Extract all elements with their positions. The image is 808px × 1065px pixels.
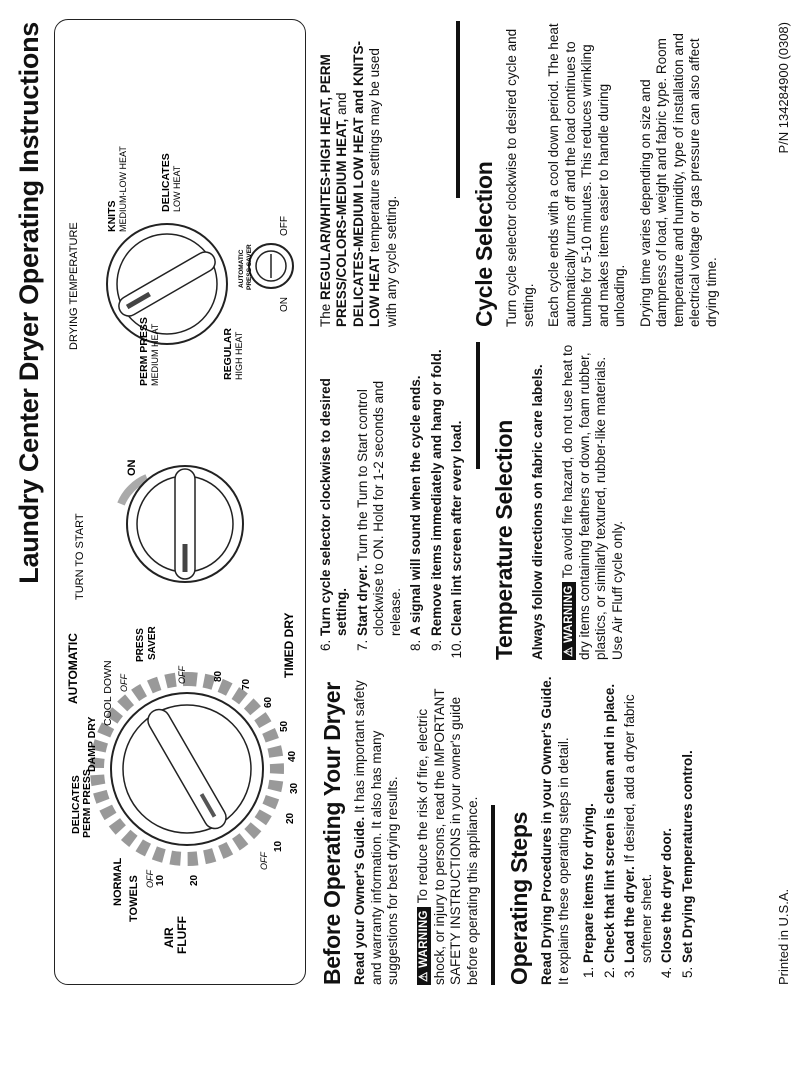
turn-to-start-on: ON — [126, 459, 138, 476]
steps-list-1 — [581, 675, 696, 985]
column-2 — [318, 342, 635, 660]
cycle-selection-heading: Cycle Selection — [471, 161, 498, 327]
warning-icon: ⚠ — [418, 967, 431, 982]
temp-intro-e: temperature settings may be used with any cycle setting. — [367, 48, 399, 327]
warning-1-badge — [417, 907, 431, 985]
operating-steps-intro — [539, 675, 572, 985]
section-rule — [456, 21, 460, 198]
temp-option-delicates: DELICATES — [160, 153, 172, 212]
step-9 — [429, 342, 445, 636]
step-8 — [408, 342, 424, 636]
step-6 — [318, 342, 351, 636]
temp-option-perm-press-sub: MEDIUM HEAT — [150, 323, 160, 386]
before-operating-heading: Before Operating Your Dryer — [319, 682, 345, 985]
cycle-label-timed-dry: TIMED DRY — [282, 612, 296, 678]
cycle-tick-timed-70: 70 — [241, 678, 252, 690]
step-3-lead: Load the dryer. — [622, 866, 638, 963]
press-saver-line1: AUTOMATIC — [238, 249, 245, 288]
cycle-label-damp-dry: DAMP DRY — [86, 716, 98, 772]
steps-list-2 — [318, 342, 466, 660]
step-2-text: Check that lint screen is clean and in place. — [601, 683, 617, 963]
step-3 — [622, 675, 655, 963]
temperature-selection-lead — [530, 342, 546, 660]
cycle-off-1: OFF — [145, 870, 155, 888]
step-7-lead: Start dryer. — [354, 564, 370, 636]
step-4-text: Close the dryer door. — [659, 827, 675, 963]
press-saver-knob — [238, 216, 293, 312]
warning-2-badge-text: WARNING — [563, 585, 576, 643]
press-saver-off: OFF — [279, 216, 290, 236]
temperature-lead-text: Always follow directions on fabric care labels. — [529, 364, 545, 660]
drying-temperature-heading: DRYING TEMPERATURE — [68, 222, 80, 350]
step-10 — [449, 342, 465, 636]
page-title: Laundry Center Dryer Operating Instructions — [14, 22, 44, 584]
step-1-text: Prepare items for drying. — [581, 803, 597, 963]
step-1 — [581, 675, 597, 963]
warning-1-badge-text: WARNING — [418, 910, 431, 968]
temperature-selection-heading: Temperature Selection — [490, 420, 517, 660]
cycle-tick-timed-80: 80 — [213, 670, 224, 682]
warning-2 — [560, 342, 626, 660]
cycle-selector-dial — [66, 612, 300, 954]
column-3 — [318, 21, 729, 327]
operating-steps-lead: Read Drying Procedures in your Owner's Guide. — [539, 676, 555, 985]
step-3-body: If desired, add a dryer fabric softener sheet. — [622, 694, 654, 963]
cycle-label-cool-down: COOL DOWN — [102, 660, 114, 726]
warning-1 — [415, 675, 481, 985]
cycle-label-normal: NORMAL — [112, 857, 124, 906]
step-7 — [355, 342, 404, 636]
temp-option-knits-sub: MEDIUM-LOW HEAT — [118, 146, 128, 232]
temp-option-regular-sub: HIGH HEAT — [234, 331, 244, 380]
press-saver-on: ON — [279, 297, 290, 312]
section-rule — [491, 805, 495, 985]
temp-intro-b: REGULAR/WHITES-HIGH HEAT, PERM PRESS/COLORS-MEDIUM HEAT, — [318, 54, 350, 327]
temp-option-regular: REGULAR — [222, 328, 234, 380]
cycle-tick-air-20: 20 — [189, 874, 200, 886]
cycle-label-perm-press: PERM PRESS — [81, 769, 93, 838]
cycle-off-4: OFF — [177, 666, 187, 684]
step-10-text: Clean lint screen after every load. — [449, 420, 465, 636]
warning-icon: ⚠ — [563, 642, 576, 657]
temp-intro-a: The — [318, 299, 333, 327]
cycle-label-air: AIR — [162, 927, 176, 948]
cycle-tick-timed-30: 30 — [289, 782, 300, 794]
before-operating-body: It has important safety and warranty information. It also has many suggestions for best drying results. — [352, 680, 400, 985]
drying-temperature-dial — [68, 146, 244, 386]
printed-in-usa: Printed in U.S.A. — [776, 888, 791, 985]
cycle-label-delicates: DELICATES — [70, 775, 82, 834]
operating-steps-heading: Operating Steps — [506, 811, 533, 985]
warning-2-text: To avoid fire hazard, do not use heat to dry items containing feathers or down, foam rubber, plastics, or similarly textured, rubber-like materials. Use Air Fluff cycle only. — [560, 344, 625, 660]
part-number: P/N 134284900 (0308) — [776, 22, 791, 154]
temp-intro-c: and — [334, 92, 350, 119]
cycle-selection-p3: Drying time varies depending on size and dampness of load, weight and fabric type. Room temperature and humidity, type of installation and electrical voltage or gas pressure can also affect drying time. — [637, 33, 719, 327]
cycle-tick-timed-60: 60 — [263, 696, 274, 708]
step-4 — [659, 675, 675, 963]
control-panel-diagram — [54, 19, 306, 985]
warning-1-text: To reduce the risk of fire, electric shock, or injury to persons, read the IMPORTANT SAFETY INSTRUCTIONS in your owner's guide before operating this appliance. — [415, 688, 480, 985]
press-saver-line2: PRESS SAVER — [246, 244, 253, 290]
cycle-label-automatic: AUTOMATIC — [66, 633, 80, 704]
cycle-label-towels: TOWELS — [128, 875, 140, 922]
step-8-text: A signal will sound when the cycle ends. — [408, 375, 424, 636]
cycle-selection-p1: Turn cycle selector clockwise to desired cycle and setting. — [504, 28, 536, 327]
cycle-tick-timed-20: 20 — [285, 812, 296, 824]
control-panel-svg — [55, 20, 305, 984]
before-operating-lead: Read your Owner's Guide. — [352, 816, 368, 985]
temp-intro-d: DELICATES-MEDIUM LOW HEAT and KNITS-LOW HEAT — [350, 41, 383, 327]
cycle-tick-timed-50: 50 — [279, 720, 290, 732]
warning-2-badge — [562, 582, 576, 660]
cycle-label-press: PRESS — [135, 628, 146, 662]
operating-steps-body: It explains these operating steps in detail. — [555, 737, 571, 985]
cycle-tick-air-10: 10 — [155, 874, 166, 886]
step-2 — [602, 675, 618, 963]
cycle-off-3: OFF — [119, 674, 129, 692]
cycle-tick-timed-10: 10 — [273, 840, 284, 852]
step-5 — [680, 675, 696, 963]
temp-option-delicates-sub: LOW HEAT — [172, 165, 182, 212]
turn-to-start-heading: TURN TO START — [74, 513, 86, 600]
step-7-body: Turn the Turn to Start control clockwise to ON. Hold for 1-2 seconds and release. — [354, 380, 403, 636]
turn-to-start-dial — [74, 459, 243, 600]
temp-option-knits: KNITS — [106, 200, 118, 232]
cycle-label-saver: SAVER — [147, 626, 158, 660]
cycle-off-2: OFF — [259, 852, 269, 870]
section-rule — [476, 342, 480, 469]
cycle-tick-timed-40: 40 — [287, 750, 298, 762]
step-9-text: Remove items immediately and hang or fold. — [428, 349, 444, 636]
step-6-text: Turn cycle selector clockwise to desired setting. — [318, 378, 350, 636]
step-5-text: Set Drying Temperatures control. — [679, 750, 695, 963]
temperature-settings-note — [318, 21, 400, 327]
before-operating-text — [352, 675, 401, 985]
cycle-selection-p2: Each cycle ends with a cool down period. The heat automatically turns off and the load continues to tumble for 5-10 minutes. This reduces wrinkling and makes items easier to handle during unloading. — [546, 23, 628, 327]
column-1 — [318, 675, 700, 985]
cycle-label-fluff: FLUFF — [175, 916, 189, 954]
temp-option-perm-press: PERM PRESS — [138, 317, 150, 386]
